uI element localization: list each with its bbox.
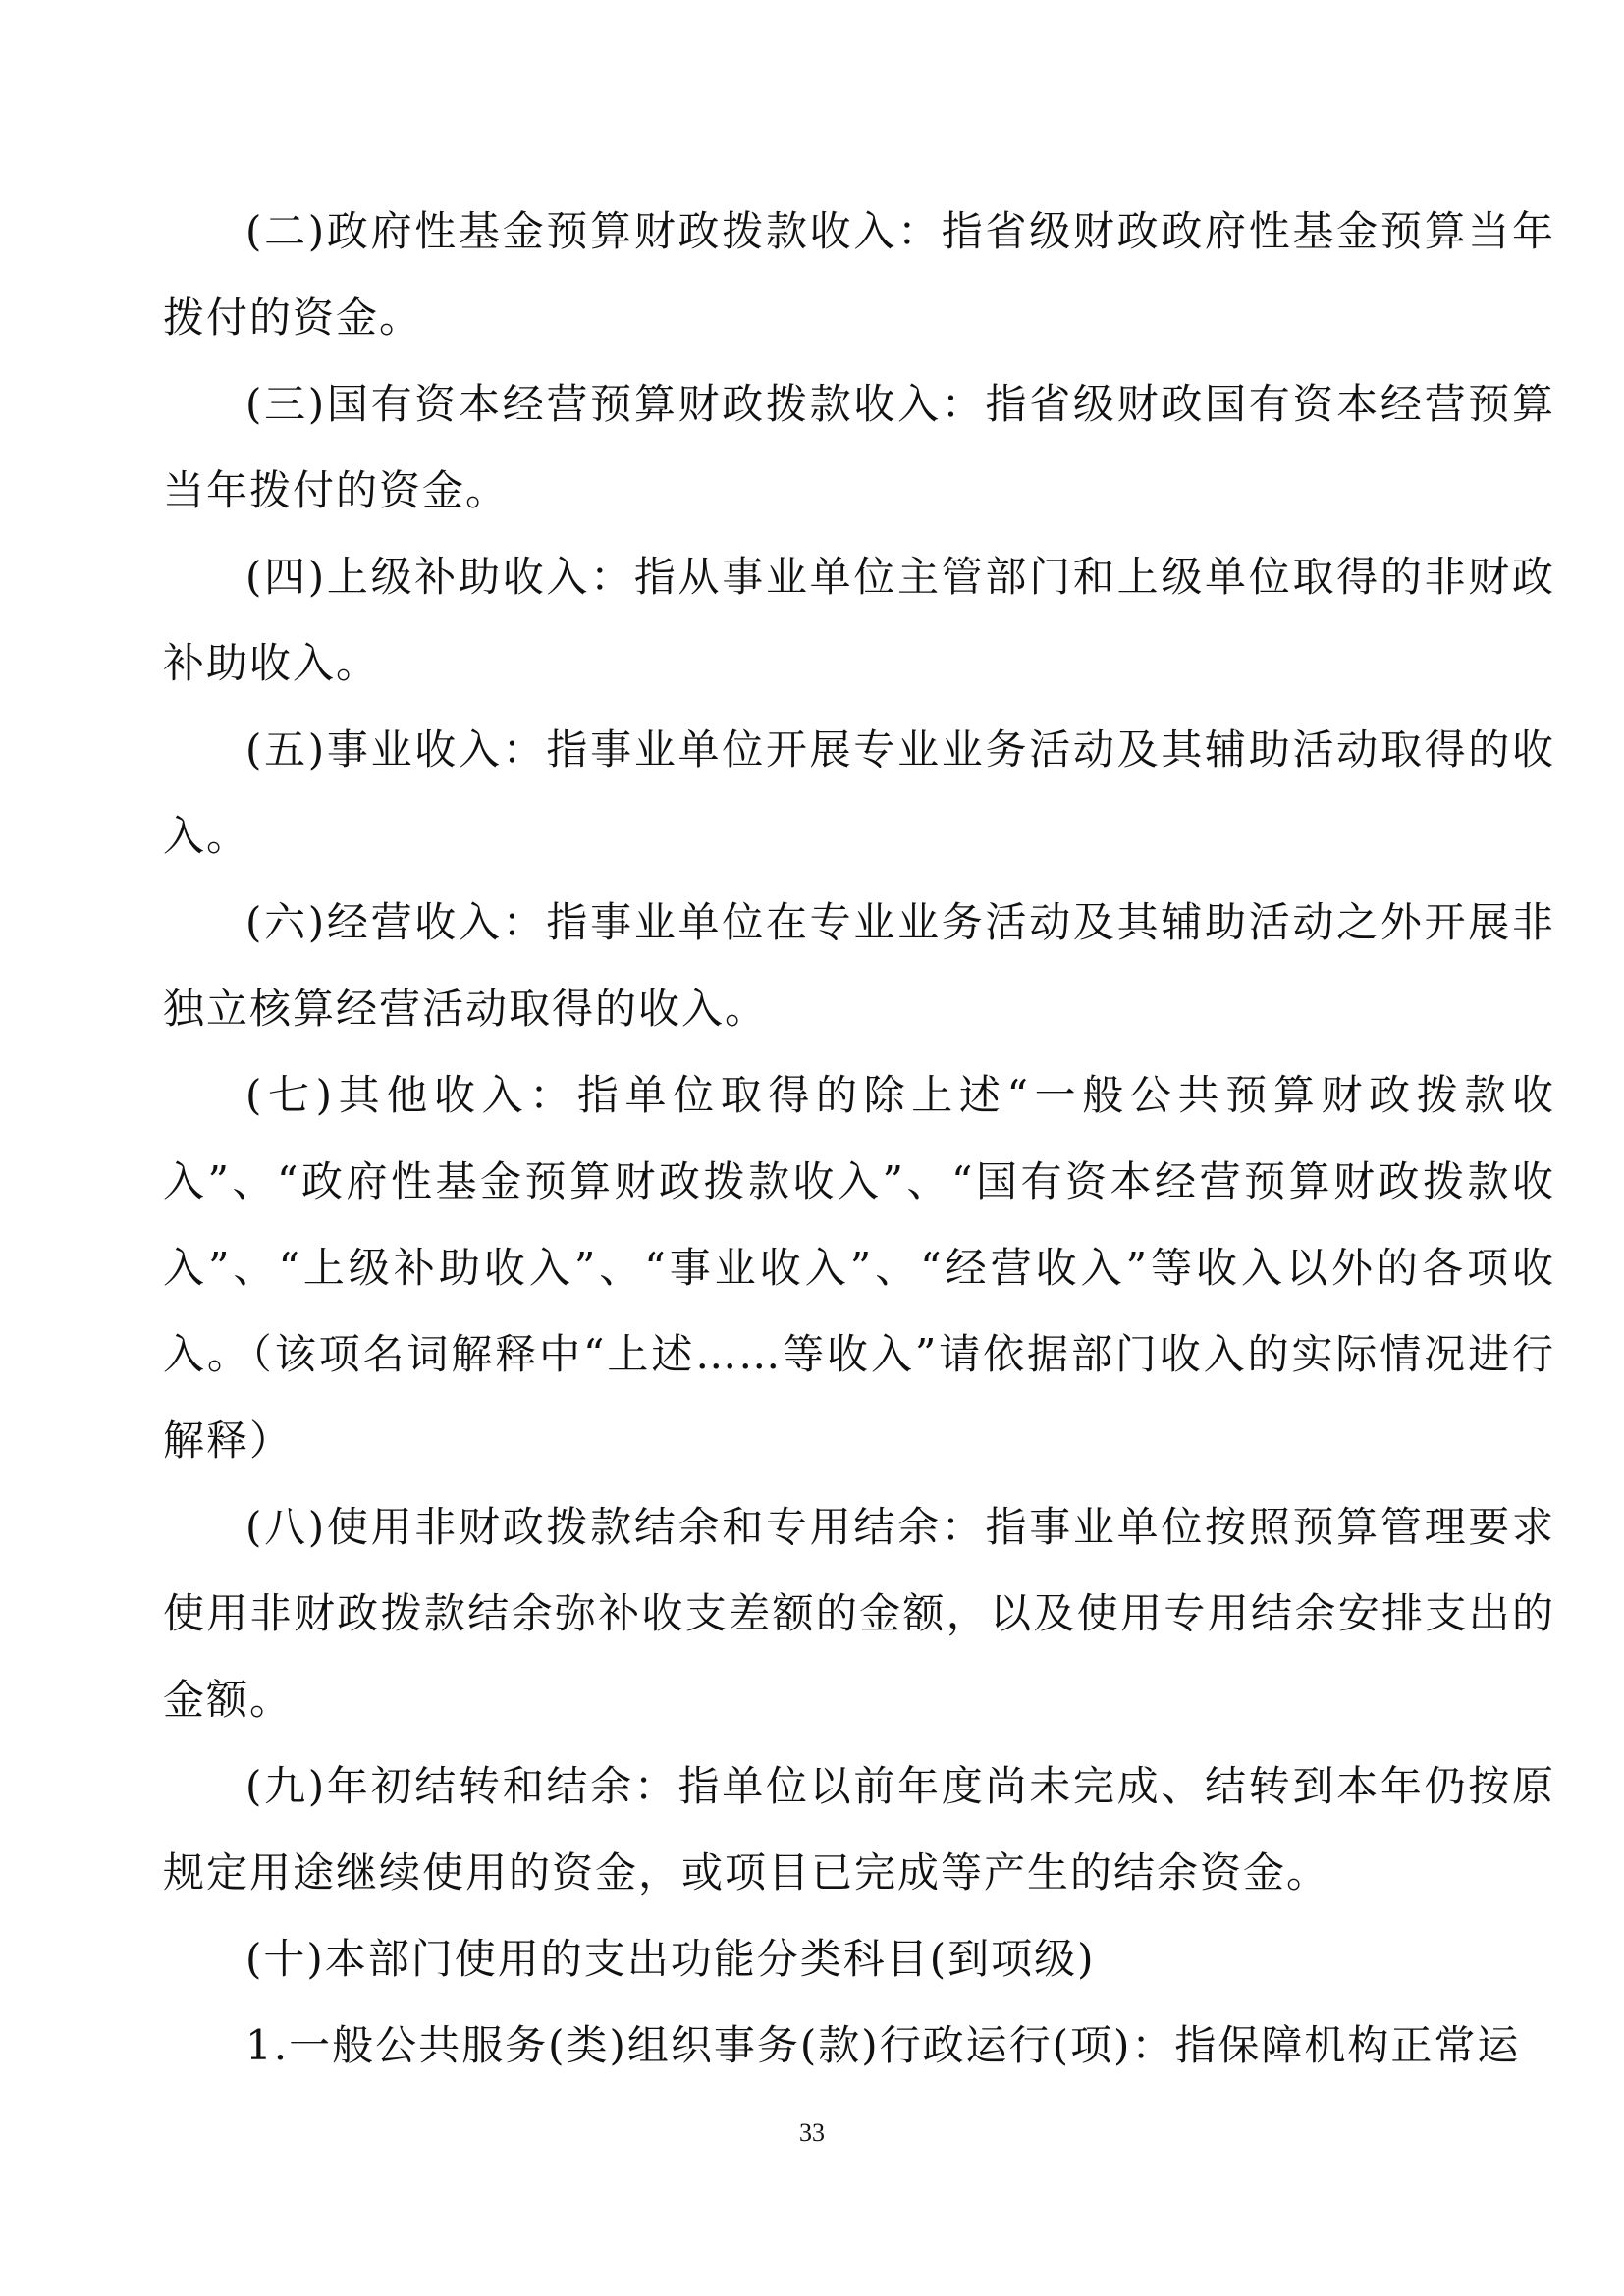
paragraph-government-fund-income: (二)政府性基金预算财政拨款收入：指省级财政政府性基金预算当年拨付的资金。 <box>163 207 1555 342</box>
paragraph-non-fiscal-balance-use: (八)使用非财政拨款结余和专用结余：指事业单位按照预算管理要求使用非财政拨款结余弥补收支差额的金额，以及使用专用结余安排支出的金额。 <box>163 1503 1555 1724</box>
paragraph-other-income: (七)其他收入：指单位取得的除上述“一般公共预算财政拨款收入”、“政府性基金预算财政拨款收入”、“国有资本经营预算财政拨款收入”、“上级补助收入”、“事业收入”、“经营收入”等收入以外的各项收入。（该项名词解释中“上述……等收入”请依据部门收入的实际情况进行解释） <box>163 1071 1555 1465</box>
paragraph-operating-income: (六)经营收入：指事业单位在专业业务活动及其辅助活动之外开展非独立核算经营活动取得的收入。 <box>163 898 1555 1033</box>
paragraph-state-capital-income: (三)国有资本经营预算财政拨款收入：指省级财政国有资本经营预算当年拨付的资金。 <box>163 380 1555 514</box>
paragraph-business-income: (五)事业收入：指事业单位开展专业业务活动及其辅助活动取得的收入。 <box>163 725 1555 860</box>
paragraph-superior-subsidy-income: (四)上级补助收入：指从事业单位主管部门和上级单位取得的非财政补助收入。 <box>163 553 1555 687</box>
paragraph-carryover-balance: (九)年初结转和结余：指单位以前年度尚未完成、结转到本年仍按原规定用途继续使用的资金，或项目已完成等产生的结余资金。 <box>163 1762 1555 1896</box>
document-body <box>163 188 1555 2089</box>
paragraph-item-1-administrative-operation: 1.一般公共服务(类)组织事务(款)行政运行(项)：指保障机构正常运 <box>245 2021 1521 2069</box>
page-number: 33 <box>799 2118 825 2147</box>
paragraph-expenditure-classification-heading: (十)本部门使用的支出功能分类科目(到项级) <box>245 1935 1096 1983</box>
